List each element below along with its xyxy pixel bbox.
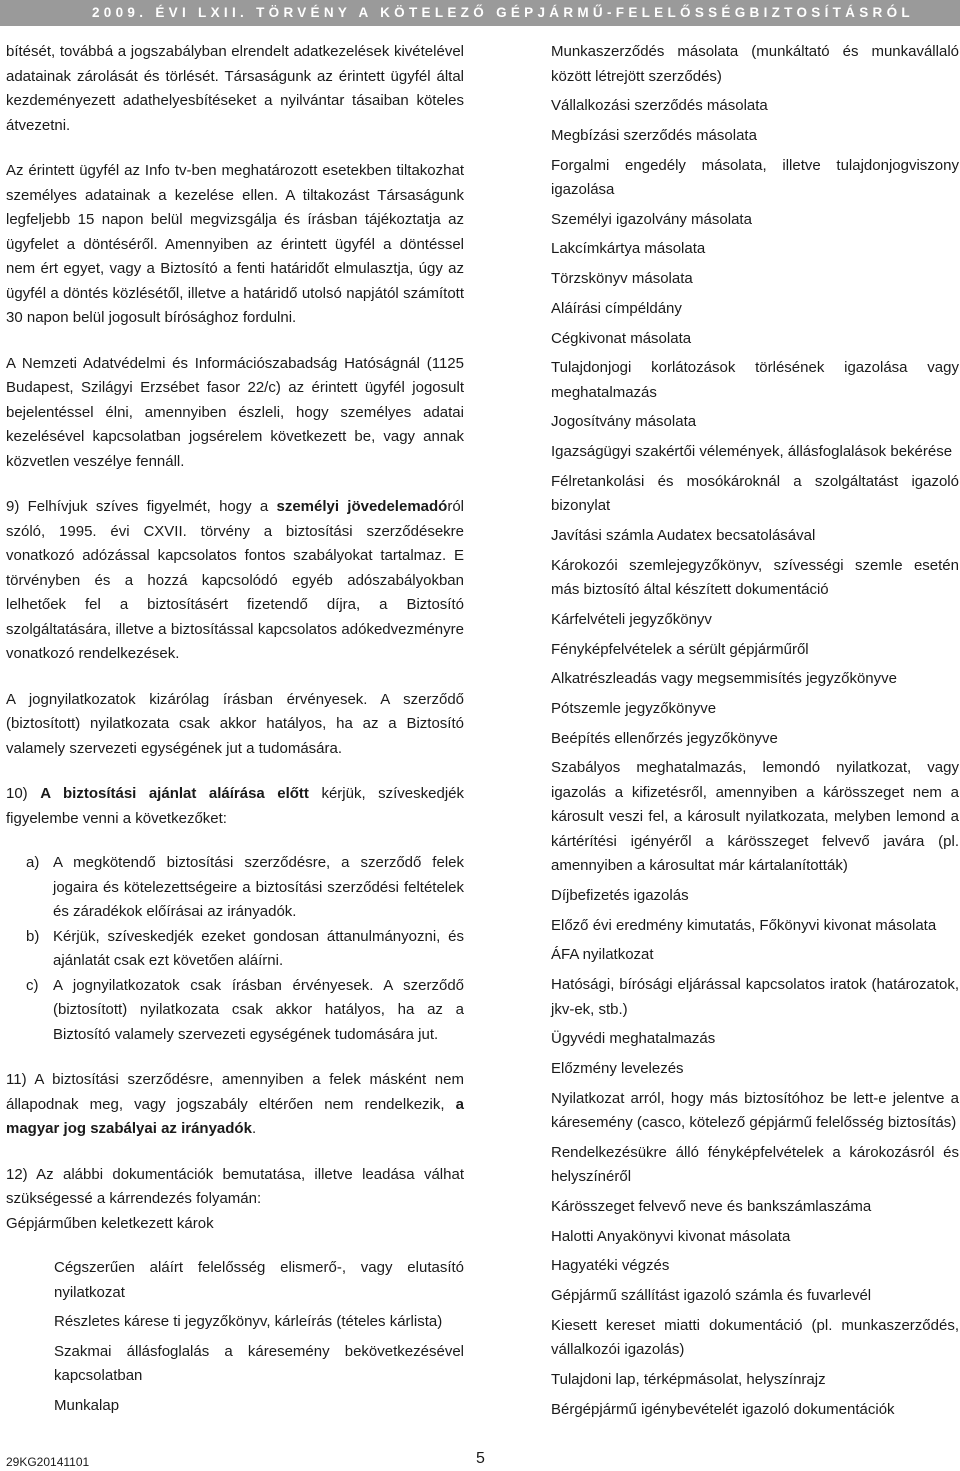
list-item: Hagyatéki végzés: [551, 1257, 670, 1275]
list-item: Félretankolási és mosókároknál a szolgáltatást igazoló bizonylat: [551, 472, 959, 515]
list-item: Igazságügyi szakértői vélemények, állásfoglalások bekérése: [551, 443, 953, 461]
list-item-text: A jognyilatkozatok csak írásban érvényesek. A szerződő (biztosított) nyilatkozata csak akkor hatályos, ha az a Biztosító valamely szervezeti egységének tudomására jut.: [53, 976, 464, 1043]
list-item: Szakmai állásfoglalás a káresemény bekövetkezésével kapcsolatban: [54, 1342, 464, 1384]
list-item: Gépjármű szállítást igazoló számla és fuvarlevél: [551, 1287, 872, 1304]
list-item: [6, 851, 464, 925]
list-item: Rendelkezésükre álló fényképfelvételek a károkozásról és helyszínéről: [551, 1143, 959, 1186]
paragraph-authority: A Nemzeti Adatvédelmi és Információszabadság Hatóságnál (1125 Budapest, Szilágyi Erzsébet fasor 22/c) az érintett ügyfél jogosult bejelentéssel élni, amennyiben észleli, hogy személyes adatai kezelésével kapcsolatban jogsérelem következett be, vagy annak közvetlen veszélye fennáll.: [6, 354, 464, 470]
list-item: Nyilatkozat arról, hogy más biztosítóhoz be lett-e jelentve a káresemény (casco, kötelező gépjármű felelősség biztosítás): [551, 1089, 959, 1132]
list-item: Szabályos meghatalmazás, lemondó nyilatkozat, vagy igazolás a kifizetésről, amennyiben a kárösszeget nem a károsult veszi fel, a károsult nyilatkozata, melyben lemond a kártérítési igényéről a kárösszeget felvevő javára (pl. amennyiben a károsultat már kártalanították): [551, 759, 959, 875]
list-item: [6, 925, 464, 974]
list-item: [6, 974, 464, 1048]
paragraph-12-documents: 12) Az alábbi dokumentációk bemutatása, illetve leadása válhat szükségessé a kárrendezés folyamán:: [6, 1165, 464, 1207]
running-title: 2009. ÉVI LXII. TÖRVÉNY A KÖTELEZŐ GÉPJÁRMŰ-FELELŐSSÉGBIZTOSÍTÁSRÓL: [92, 5, 914, 20]
list-item: Előző évi eredmény kimutatás, Főkönyvi kivonat másolata: [551, 916, 937, 934]
list-item: Jogosítvány másolata: [551, 413, 697, 431]
list-item: Tulajdoni lap, térképmásolat, helyszínrajz: [551, 1370, 826, 1388]
list-marker: c): [26, 976, 39, 994]
list-item: Fényképfelvételek a sérült gépjárműről: [551, 640, 809, 658]
paragraph-11-law: 11) A biztosítási szerződésre, amennyiben a felek másként nem állapodnak meg, vagy jogszabály eltérően nem rendelkezik, a magyar jog szabályai az irányadók.: [6, 1071, 464, 1137]
list-item: Személyi igazolvány másolata: [551, 210, 752, 228]
list-item: Törzskönyv másolata: [551, 270, 693, 288]
list-item-text: Kérjük, szíveskedjék ezeket gondosan áttanulmányozni, és ajánlatát csak ezt követően aláírni.: [53, 927, 464, 969]
document-code: 29KG20141101: [6, 1455, 90, 1469]
list-item: Pótszemle jegyzőkönyve: [551, 699, 717, 717]
list-item: Hatósági, bírósági eljárással kapcsolatos iratok (határozatok, jkv-ek, stb.): [551, 976, 959, 1018]
list-item: Kárösszeget felvevő neve és bankszámlaszáma: [551, 1197, 872, 1215]
signing-notes-list: [6, 851, 464, 1047]
bold-term-before-signing: A biztosítási ajánlat aláírása előtt: [40, 785, 309, 802]
bold-term-hungarian-law: a magyar jog szabályai az irányadók: [6, 1095, 464, 1137]
list-item: Munkalap: [54, 1396, 120, 1414]
paragraph-data-deletion: bítését, továbbá a jogszabályban elrendelt adatkezelések kivételével adatainak zárolását és törlését. Társaságunk az érintett ügyfél által kezdeményezett adathelyesbítéseket a nyilvántar tásaiban köteles átvezetni.: [6, 43, 464, 134]
list-item: Vállalkozási szerződés másolata: [551, 97, 768, 115]
list-marker: a): [26, 854, 40, 871]
left-column: [6, 40, 464, 1423]
list-item: Munkaszerződés másolata (munkáltató és munkavállaló között létrejött szerződés): [551, 43, 959, 85]
list-item-text: A megkötendő biztosítási szerződésre, a szerződő felek jogaira és kötelezettségeire a biztosítási szerződési feltételek és záradékok előírásai az irányadók.: [53, 854, 464, 920]
list-item: Cégkivonat másolata: [551, 329, 692, 347]
list-item: Károkozói szemlejegyzőkönyv, szívességi szemle esetén más biztosító által készített dokumentáció: [551, 556, 959, 599]
paragraph-declarations: A jognyilatkozatok kizárólag írásban érvényesek. A szerződő (biztosított) nyilatkozata csak akkor hatályos, ha az a Biztosító valamely szervezeti egységének jut a tudomására.: [6, 690, 464, 757]
list-item: ÁFA nyilatkozat: [551, 946, 654, 964]
list-item: Díjbefizetés igazolás: [551, 886, 689, 904]
list-item: Kárfelvételi jegyzőkönyv: [551, 610, 712, 628]
list-item: Előzmény levelezés: [551, 1059, 684, 1077]
right-column-document-list: [551, 40, 959, 1427]
list-item: Forgalmi engedély másolata, illetve tulajdonjogviszony igazolása: [551, 156, 959, 199]
list-item: Javítási számla Audatex becsatolásával: [551, 526, 816, 544]
page-number: 5: [476, 1450, 485, 1467]
list-item: Bérgépjármű igénybevételét igazoló dokumentációk: [551, 1400, 895, 1418]
list-item: Megbízási szerződés másolata: [551, 126, 757, 144]
paragraph-10-heading: 10) A biztosítási ajánlat aláírása előtt kérjük, szíveskedjék figyelembe venni a következőket:: [6, 785, 465, 827]
list-item: Halotti Anyakönyvi kivonat másolata: [551, 1227, 791, 1245]
bold-term-income-tax: személyi jövedelemadó: [276, 498, 448, 515]
list-item: Alkatrészleadás vagy megsemmisítés jegyzőkönyve: [551, 670, 897, 688]
list-item: Lakcímkártya másolata: [551, 240, 706, 258]
list-item: Ügyvédi meghatalmazás: [551, 1030, 716, 1048]
paragraph-9-tax: 9) Felhívjuk szíves figyelmét, hogy a személyi jövedelemadóról szóló, 1995. évi CXVII. törvény a biztosítási szerződésekre vonatkozó adózással kapcsolatos fontos szabályokat tartalmaz. E törvényben és a hozzá kapcsolódó egyéb adószabályokban lelhetőek fel a biztosításért fizetendő díjra, a Biztosító szolgáltatására, illetve a biztosítással kapcsolatos adókedvezményre vonatkozó rendelkezések.: [6, 498, 464, 662]
paragraph-objection: Az érintett ügyfél az Info tv-ben meghatározott esetekben tiltakozhat személyes adatainak a kezelése ellen. A tiltakozást Társaságunk legfeljebb 15 napon belül megvizsgálja és írásban tájékoztatja az ügyfelet a döntéséről. Amennyiben az érintett ügyfél a döntéssel nem ért egyet, vagy a Biztosító a fenti határidőt elmulasztja, úgy az ügyfél a döntés közlésétől, illetve a határidő utolsó napjától számított 30 napon belül jogosult bírósághoz fordulni.: [6, 162, 464, 326]
subheading-vehicle-damage: Gépjárműben keletkezett károk: [6, 1214, 214, 1232]
list-item: Tulajdonjogi korlátozások törlésének igazolása vagy meghatalmazás: [551, 359, 959, 401]
list-item: Részletes kárese ti jegyzőkönyv, kárleírás (tételes kárlista): [54, 1313, 443, 1330]
list-item: Cégszerűen aláírt felelősség elismerő-, vagy elutasító nyilatkozat: [54, 1259, 464, 1301]
list-item: Aláírási címpéldány: [551, 299, 682, 317]
running-header: [0, 0, 960, 26]
vehicle-damage-doc-list: [6, 1256, 464, 1418]
list-item: Beépítés ellenőrzés jegyzőkönyve: [551, 729, 778, 747]
list-item: Kiesett kereset miatti dokumentáció (pl. munkaszerződés, vállalkozói igazolás): [551, 1316, 959, 1359]
list-marker: b): [26, 927, 40, 945]
